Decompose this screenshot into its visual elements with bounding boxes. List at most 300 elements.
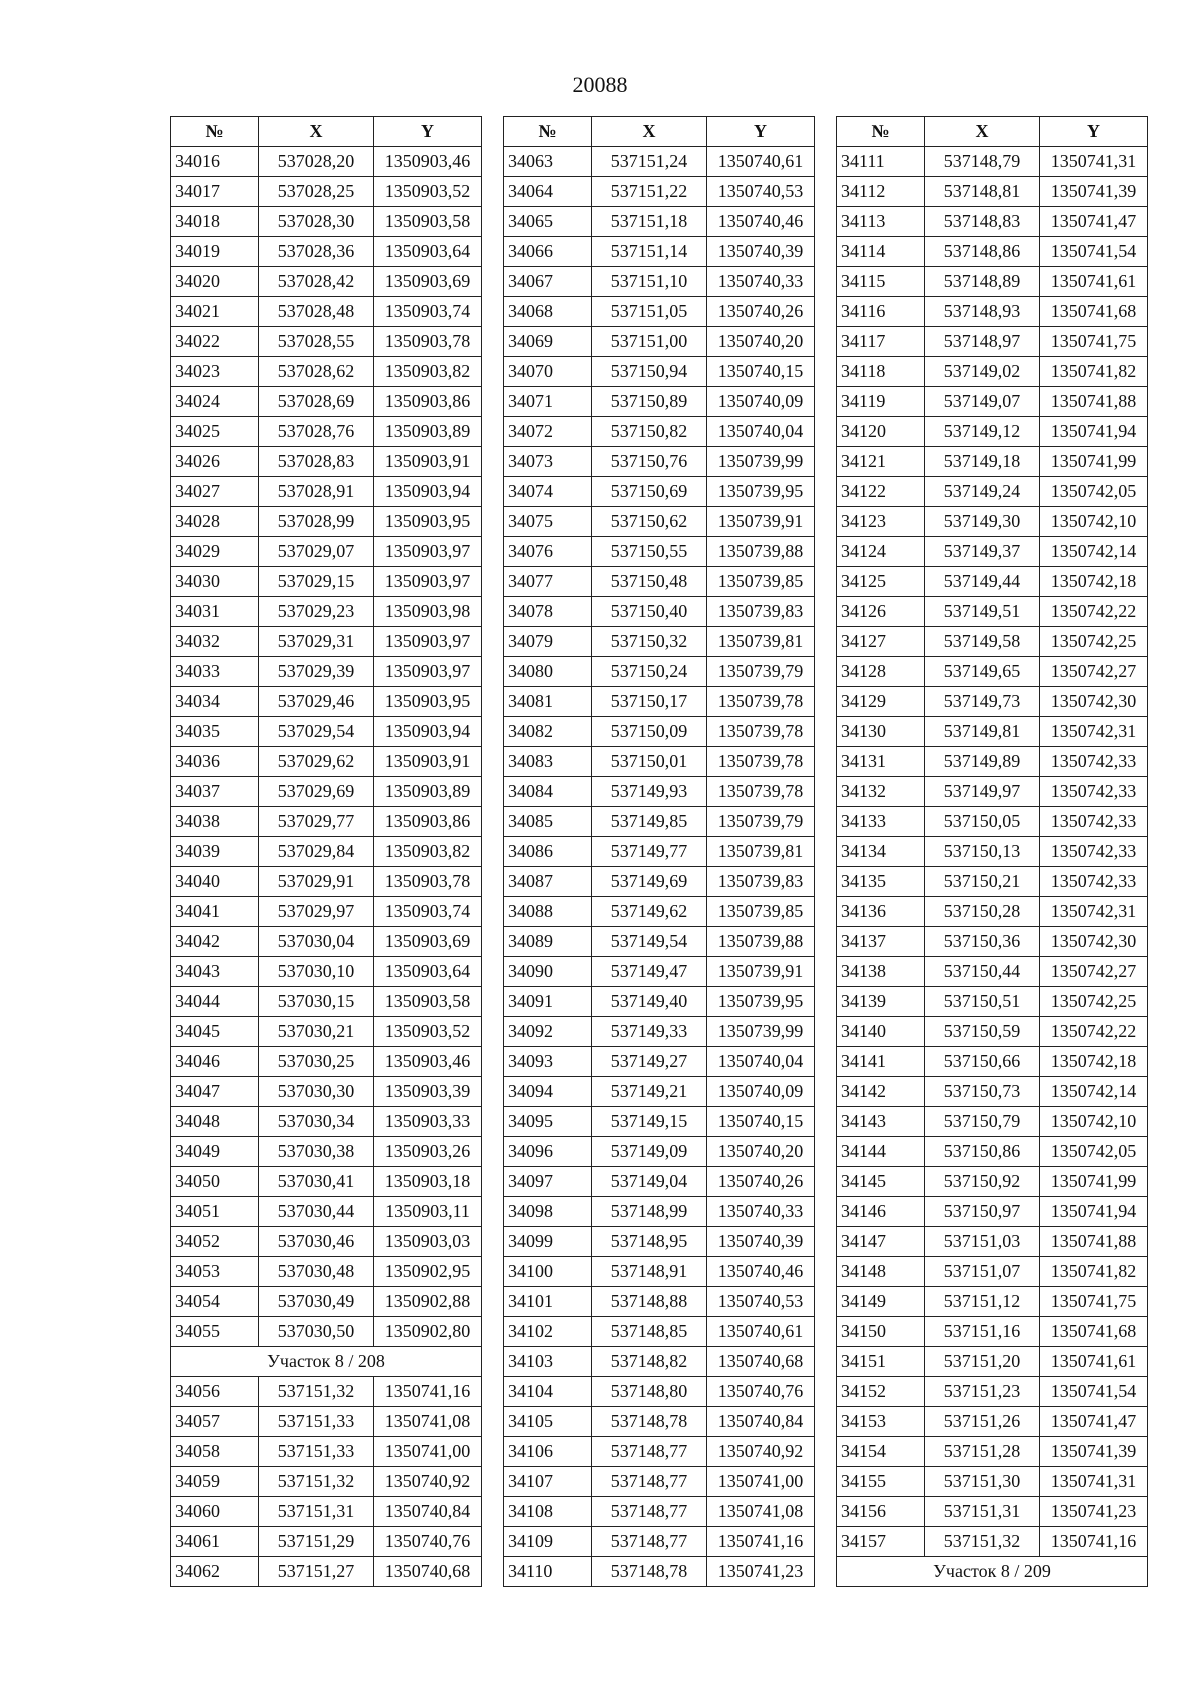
table-row [171, 1227, 482, 1257]
point-number-cell: 34063 [504, 147, 592, 177]
section-label: Участок 8 / 208 [171, 1347, 482, 1377]
point-number-cell: 34072 [504, 417, 592, 447]
table-row [171, 777, 482, 807]
point-number-cell: 34127 [837, 627, 925, 657]
x-coordinate-cell: 537150,48 [592, 567, 707, 597]
x-coordinate-cell: 537029,84 [259, 837, 374, 867]
y-coordinate-cell: 1350739,81 [707, 837, 815, 867]
point-number-cell: 34117 [837, 327, 925, 357]
point-number-cell: 34107 [504, 1467, 592, 1497]
table-row [171, 1257, 482, 1287]
point-number-cell: 34137 [837, 927, 925, 957]
point-number-cell: 34024 [171, 387, 259, 417]
y-coordinate-cell: 1350903,86 [374, 387, 482, 417]
point-number-cell: 34133 [837, 807, 925, 837]
x-coordinate-cell: 537151,20 [925, 1347, 1040, 1377]
table-row [504, 507, 815, 537]
table-row [504, 177, 815, 207]
y-coordinate-cell: 1350903,98 [374, 597, 482, 627]
x-coordinate-cell: 537029,54 [259, 717, 374, 747]
y-coordinate-cell: 1350903,78 [374, 867, 482, 897]
point-number-cell: 34042 [171, 927, 259, 957]
x-coordinate-cell: 537149,18 [925, 447, 1040, 477]
table-row [504, 597, 815, 627]
point-number-cell: 34028 [171, 507, 259, 537]
table-row [504, 537, 815, 567]
x-coordinate-cell: 537030,34 [259, 1107, 374, 1137]
y-coordinate-cell: 1350903,82 [374, 357, 482, 387]
y-coordinate-cell: 1350741,54 [1040, 237, 1148, 267]
x-coordinate-cell: 537151,32 [925, 1527, 1040, 1557]
table-row [837, 447, 1148, 477]
x-coordinate-cell: 537149,69 [592, 867, 707, 897]
y-coordinate-cell: 1350741,61 [1040, 1347, 1148, 1377]
y-coordinate-cell: 1350741,94 [1040, 417, 1148, 447]
y-coordinate-cell: 1350903,64 [374, 237, 482, 267]
table-row [171, 807, 482, 837]
table-row [171, 267, 482, 297]
table-row [837, 267, 1148, 297]
x-coordinate-cell: 537028,69 [259, 387, 374, 417]
x-coordinate-cell: 537150,59 [925, 1017, 1040, 1047]
table-row [837, 1467, 1148, 1497]
table-row [837, 1497, 1148, 1527]
y-coordinate-cell: 1350742,18 [1040, 567, 1148, 597]
point-number-cell: 34125 [837, 567, 925, 597]
x-coordinate-cell: 537149,77 [592, 837, 707, 867]
table-row [837, 1257, 1148, 1287]
point-number-cell: 34030 [171, 567, 259, 597]
y-coordinate-cell: 1350903,58 [374, 207, 482, 237]
header-row [504, 117, 815, 147]
table-row [504, 627, 815, 657]
point-number-cell: 34036 [171, 747, 259, 777]
x-coordinate-cell: 537151,32 [259, 1467, 374, 1497]
table-row [171, 327, 482, 357]
table-row [171, 1527, 482, 1557]
point-number-cell: 34018 [171, 207, 259, 237]
x-coordinate-cell: 537151,10 [592, 267, 707, 297]
table-row [504, 1347, 815, 1377]
y-coordinate-cell: 1350741,82 [1040, 1257, 1148, 1287]
table-row [837, 177, 1148, 207]
y-coordinate-cell: 1350902,80 [374, 1317, 482, 1347]
y-coordinate-cell: 1350742,10 [1040, 507, 1148, 537]
x-coordinate-cell: 537029,91 [259, 867, 374, 897]
x-coordinate-cell: 537150,55 [592, 537, 707, 567]
table-row [504, 1557, 815, 1587]
table-row [504, 1287, 815, 1317]
x-coordinate-cell: 537149,40 [592, 987, 707, 1017]
table-row [504, 1377, 815, 1407]
table-row [171, 1017, 482, 1047]
y-coordinate-cell: 1350740,39 [707, 237, 815, 267]
table-row [837, 777, 1148, 807]
point-number-cell: 34130 [837, 717, 925, 747]
point-number-cell: 34077 [504, 567, 592, 597]
point-number-cell: 34140 [837, 1017, 925, 1047]
x-coordinate-cell: 537151,00 [592, 327, 707, 357]
x-coordinate-cell: 537029,23 [259, 597, 374, 627]
table-row [504, 717, 815, 747]
table-row [171, 297, 482, 327]
y-coordinate-cell: 1350739,78 [707, 747, 815, 777]
x-coordinate-cell: 537028,48 [259, 297, 374, 327]
x-coordinate-cell: 537028,76 [259, 417, 374, 447]
point-number-cell: 34143 [837, 1107, 925, 1137]
point-number-cell: 34051 [171, 1197, 259, 1227]
table-row [504, 1497, 815, 1527]
table-row [504, 1107, 815, 1137]
x-coordinate-cell: 537028,42 [259, 267, 374, 297]
coordinates-table-3 [836, 116, 1148, 1587]
point-number-cell: 34114 [837, 237, 925, 267]
y-coordinate-cell: 1350903,74 [374, 897, 482, 927]
table-row [504, 1527, 815, 1557]
y-coordinate-cell: 1350742,14 [1040, 1077, 1148, 1107]
x-coordinate-cell: 537150,32 [592, 627, 707, 657]
table-row [837, 357, 1148, 387]
x-coordinate-cell: 537150,86 [925, 1137, 1040, 1167]
point-number-cell: 34029 [171, 537, 259, 567]
point-number-cell: 34047 [171, 1077, 259, 1107]
table-row [837, 297, 1148, 327]
table-row [504, 807, 815, 837]
table-row [837, 987, 1148, 1017]
y-coordinate-cell: 1350741,47 [1040, 207, 1148, 237]
point-number-cell: 34090 [504, 957, 592, 987]
table-row [171, 537, 482, 567]
x-coordinate-cell: 537149,44 [925, 567, 1040, 597]
table-row [837, 837, 1148, 867]
point-number-cell: 34052 [171, 1227, 259, 1257]
point-number-cell: 34060 [171, 1497, 259, 1527]
point-number-cell: 34034 [171, 687, 259, 717]
table-row [837, 1347, 1148, 1377]
x-coordinate-cell: 537029,07 [259, 537, 374, 567]
x-coordinate-cell: 537149,65 [925, 657, 1040, 687]
table-row [504, 1017, 815, 1047]
x-coordinate-cell: 537149,12 [925, 417, 1040, 447]
table-row [837, 807, 1148, 837]
x-coordinate-cell: 537030,49 [259, 1287, 374, 1317]
point-number-cell: 34126 [837, 597, 925, 627]
table-row [837, 927, 1148, 957]
y-coordinate-cell: 1350740,68 [374, 1557, 482, 1587]
x-coordinate-cell: 537151,22 [592, 177, 707, 207]
x-coordinate-cell: 537149,09 [592, 1137, 707, 1167]
table-row [837, 477, 1148, 507]
y-coordinate-cell: 1350739,78 [707, 687, 815, 717]
x-coordinate-cell: 537151,05 [592, 297, 707, 327]
table-row [504, 567, 815, 597]
y-coordinate-cell: 1350739,81 [707, 627, 815, 657]
table-row [504, 237, 815, 267]
x-coordinate-cell: 537149,85 [592, 807, 707, 837]
y-coordinate-cell: 1350903,18 [374, 1167, 482, 1197]
y-coordinate-cell: 1350741,75 [1040, 1287, 1148, 1317]
x-coordinate-cell: 537150,79 [925, 1107, 1040, 1137]
y-coordinate-cell: 1350741,08 [707, 1497, 815, 1527]
point-number-cell: 34099 [504, 1227, 592, 1257]
table-row [504, 1257, 815, 1287]
coordinates-table-1 [170, 116, 482, 1587]
y-coordinate-cell: 1350741,08 [374, 1407, 482, 1437]
point-number-cell: 34058 [171, 1437, 259, 1467]
y-coordinate-cell: 1350903,89 [374, 777, 482, 807]
y-coordinate-cell: 1350903,52 [374, 177, 482, 207]
point-number-cell: 34084 [504, 777, 592, 807]
x-coordinate-cell: 537028,99 [259, 507, 374, 537]
y-coordinate-cell: 1350741,61 [1040, 267, 1148, 297]
y-coordinate-cell: 1350903,97 [374, 657, 482, 687]
point-number-cell: 34154 [837, 1437, 925, 1467]
table-row [837, 597, 1148, 627]
x-coordinate-cell: 537151,26 [925, 1407, 1040, 1437]
table-row [837, 747, 1148, 777]
table-row [504, 297, 815, 327]
table-row [837, 1107, 1148, 1137]
x-coordinate-cell: 537029,46 [259, 687, 374, 717]
table-row [171, 1137, 482, 1167]
table-row [171, 627, 482, 657]
x-coordinate-cell: 537148,77 [592, 1437, 707, 1467]
y-coordinate-cell: 1350740,15 [707, 357, 815, 387]
y-coordinate-cell: 1350740,61 [707, 147, 815, 177]
point-number-cell: 34040 [171, 867, 259, 897]
y-coordinate-cell: 1350740,39 [707, 1227, 815, 1257]
table-row [837, 207, 1148, 237]
y-coordinate-cell: 1350740,76 [707, 1377, 815, 1407]
x-coordinate-cell: 537151,33 [259, 1437, 374, 1467]
x-coordinate-cell: 537150,97 [925, 1197, 1040, 1227]
x-coordinate-cell: 537148,78 [592, 1407, 707, 1437]
y-coordinate-cell: 1350739,88 [707, 537, 815, 567]
y-coordinate-cell: 1350742,14 [1040, 537, 1148, 567]
x-coordinate-cell: 537030,38 [259, 1137, 374, 1167]
table-row [171, 237, 482, 267]
y-coordinate-cell: 1350739,91 [707, 957, 815, 987]
table-row [504, 327, 815, 357]
y-coordinate-cell: 1350740,09 [707, 1077, 815, 1107]
x-coordinate-cell: 537150,89 [592, 387, 707, 417]
table-row [837, 327, 1148, 357]
x-coordinate-cell: 537151,31 [925, 1497, 1040, 1527]
point-number-cell: 34135 [837, 867, 925, 897]
table-row [504, 1227, 815, 1257]
x-coordinate-cell: 537148,88 [592, 1287, 707, 1317]
point-number-cell: 34079 [504, 627, 592, 657]
x-coordinate-cell: 537148,83 [925, 207, 1040, 237]
point-number-cell: 34111 [837, 147, 925, 177]
point-number-cell: 34151 [837, 1347, 925, 1377]
y-coordinate-cell: 1350740,68 [707, 1347, 815, 1377]
y-coordinate-cell: 1350742,25 [1040, 987, 1148, 1017]
point-number-cell: 34031 [171, 597, 259, 627]
table-row [837, 957, 1148, 987]
point-number-cell: 34097 [504, 1167, 592, 1197]
x-coordinate-cell: 537150,13 [925, 837, 1040, 867]
table-row [171, 1437, 482, 1467]
y-coordinate-cell: 1350739,78 [707, 717, 815, 747]
table-row [837, 627, 1148, 657]
point-number-cell: 34157 [837, 1527, 925, 1557]
table-row [504, 147, 815, 177]
y-coordinate-cell: 1350741,99 [1040, 447, 1148, 477]
table-row [837, 1437, 1148, 1467]
y-coordinate-cell: 1350741,00 [374, 1437, 482, 1467]
x-coordinate-cell: 537148,80 [592, 1377, 707, 1407]
table-row [504, 927, 815, 957]
point-number-cell: 34101 [504, 1287, 592, 1317]
point-number-cell: 34082 [504, 717, 592, 747]
point-number-cell: 34104 [504, 1377, 592, 1407]
table-row [171, 1287, 482, 1317]
y-coordinate-cell: 1350903,78 [374, 327, 482, 357]
y-coordinate-cell: 1350741,16 [707, 1527, 815, 1557]
header-y: Y [707, 117, 815, 147]
table-row [504, 1407, 815, 1437]
x-coordinate-cell: 537028,25 [259, 177, 374, 207]
y-coordinate-cell: 1350742,25 [1040, 627, 1148, 657]
x-coordinate-cell: 537149,02 [925, 357, 1040, 387]
point-number-cell: 34071 [504, 387, 592, 417]
x-coordinate-cell: 537030,04 [259, 927, 374, 957]
y-coordinate-cell: 1350741,23 [707, 1557, 815, 1587]
point-number-cell: 34149 [837, 1287, 925, 1317]
y-coordinate-cell: 1350742,05 [1040, 1137, 1148, 1167]
y-coordinate-cell: 1350902,88 [374, 1287, 482, 1317]
y-coordinate-cell: 1350740,26 [707, 1167, 815, 1197]
y-coordinate-cell: 1350903,82 [374, 837, 482, 867]
table-row [837, 1017, 1148, 1047]
point-number-cell: 34057 [171, 1407, 259, 1437]
x-coordinate-cell: 537149,37 [925, 537, 1040, 567]
point-number-cell: 34078 [504, 597, 592, 627]
x-coordinate-cell: 537149,27 [592, 1047, 707, 1077]
table-row [504, 417, 815, 447]
y-coordinate-cell: 1350740,92 [707, 1437, 815, 1467]
table-row [171, 147, 482, 177]
x-coordinate-cell: 537149,51 [925, 597, 1040, 627]
point-number-cell: 34110 [504, 1557, 592, 1587]
x-coordinate-cell: 537150,76 [592, 447, 707, 477]
y-coordinate-cell: 1350742,22 [1040, 1017, 1148, 1047]
point-number-cell: 34023 [171, 357, 259, 387]
y-coordinate-cell: 1350739,83 [707, 867, 815, 897]
point-number-cell: 34115 [837, 267, 925, 297]
point-number-cell: 34046 [171, 1047, 259, 1077]
point-number-cell: 34039 [171, 837, 259, 867]
point-number-cell: 34032 [171, 627, 259, 657]
y-coordinate-cell: 1350740,20 [707, 327, 815, 357]
x-coordinate-cell: 537148,97 [925, 327, 1040, 357]
table-row [171, 927, 482, 957]
point-number-cell: 34148 [837, 1257, 925, 1287]
table-row [837, 1287, 1148, 1317]
point-number-cell: 34119 [837, 387, 925, 417]
table-row [504, 1467, 815, 1497]
y-coordinate-cell: 1350740,26 [707, 297, 815, 327]
y-coordinate-cell: 1350902,95 [374, 1257, 482, 1287]
y-coordinate-cell: 1350741,47 [1040, 1407, 1148, 1437]
table-row [504, 267, 815, 297]
table-row [504, 1437, 815, 1467]
x-coordinate-cell: 537149,97 [925, 777, 1040, 807]
table-row [171, 1377, 482, 1407]
x-coordinate-cell: 537150,36 [925, 927, 1040, 957]
y-coordinate-cell: 1350740,61 [707, 1317, 815, 1347]
point-number-cell: 34142 [837, 1077, 925, 1107]
table-row [171, 567, 482, 597]
point-number-cell: 34059 [171, 1467, 259, 1497]
x-coordinate-cell: 537150,40 [592, 597, 707, 627]
point-number-cell: 34121 [837, 447, 925, 477]
point-number-cell: 34045 [171, 1017, 259, 1047]
table-row [504, 957, 815, 987]
y-coordinate-cell: 1350739,85 [707, 897, 815, 927]
point-number-cell: 34073 [504, 447, 592, 477]
x-coordinate-cell: 537149,04 [592, 1167, 707, 1197]
point-number-cell: 34112 [837, 177, 925, 207]
point-number-cell: 34055 [171, 1317, 259, 1347]
x-coordinate-cell: 537030,15 [259, 987, 374, 1017]
point-number-cell: 34100 [504, 1257, 592, 1287]
point-number-cell: 34145 [837, 1167, 925, 1197]
table-row [171, 207, 482, 237]
y-coordinate-cell: 1350903,52 [374, 1017, 482, 1047]
point-number-cell: 34017 [171, 177, 259, 207]
y-coordinate-cell: 1350739,95 [707, 477, 815, 507]
table-row [837, 1317, 1148, 1347]
table-row [171, 1407, 482, 1437]
point-number-cell: 34067 [504, 267, 592, 297]
x-coordinate-cell: 537151,31 [259, 1497, 374, 1527]
x-coordinate-cell: 537150,28 [925, 897, 1040, 927]
y-coordinate-cell: 1350740,46 [707, 207, 815, 237]
point-number-cell: 34118 [837, 357, 925, 387]
x-coordinate-cell: 537149,24 [925, 477, 1040, 507]
point-number-cell: 34074 [504, 477, 592, 507]
table-row [504, 207, 815, 237]
y-coordinate-cell: 1350740,46 [707, 1257, 815, 1287]
y-coordinate-cell: 1350740,84 [707, 1407, 815, 1437]
table-row [837, 867, 1148, 897]
point-number-cell: 34035 [171, 717, 259, 747]
table-row [171, 447, 482, 477]
table-row [171, 837, 482, 867]
y-coordinate-cell: 1350742,18 [1040, 1047, 1148, 1077]
x-coordinate-cell: 537151,33 [259, 1407, 374, 1437]
table-row [837, 687, 1148, 717]
x-coordinate-cell: 537151,29 [259, 1527, 374, 1557]
x-coordinate-cell: 537150,17 [592, 687, 707, 717]
x-coordinate-cell: 537028,91 [259, 477, 374, 507]
y-coordinate-cell: 1350739,91 [707, 507, 815, 537]
x-coordinate-cell: 537150,09 [592, 717, 707, 747]
point-number-cell: 34038 [171, 807, 259, 837]
table-row [504, 477, 815, 507]
y-coordinate-cell: 1350903,94 [374, 477, 482, 507]
y-coordinate-cell: 1350740,04 [707, 417, 815, 447]
point-number-cell: 34129 [837, 687, 925, 717]
x-coordinate-cell: 537029,97 [259, 897, 374, 927]
x-coordinate-cell: 537028,36 [259, 237, 374, 267]
y-coordinate-cell: 1350740,15 [707, 1107, 815, 1137]
y-coordinate-cell: 1350903,26 [374, 1137, 482, 1167]
point-number-cell: 34085 [504, 807, 592, 837]
point-number-cell: 34116 [837, 297, 925, 327]
